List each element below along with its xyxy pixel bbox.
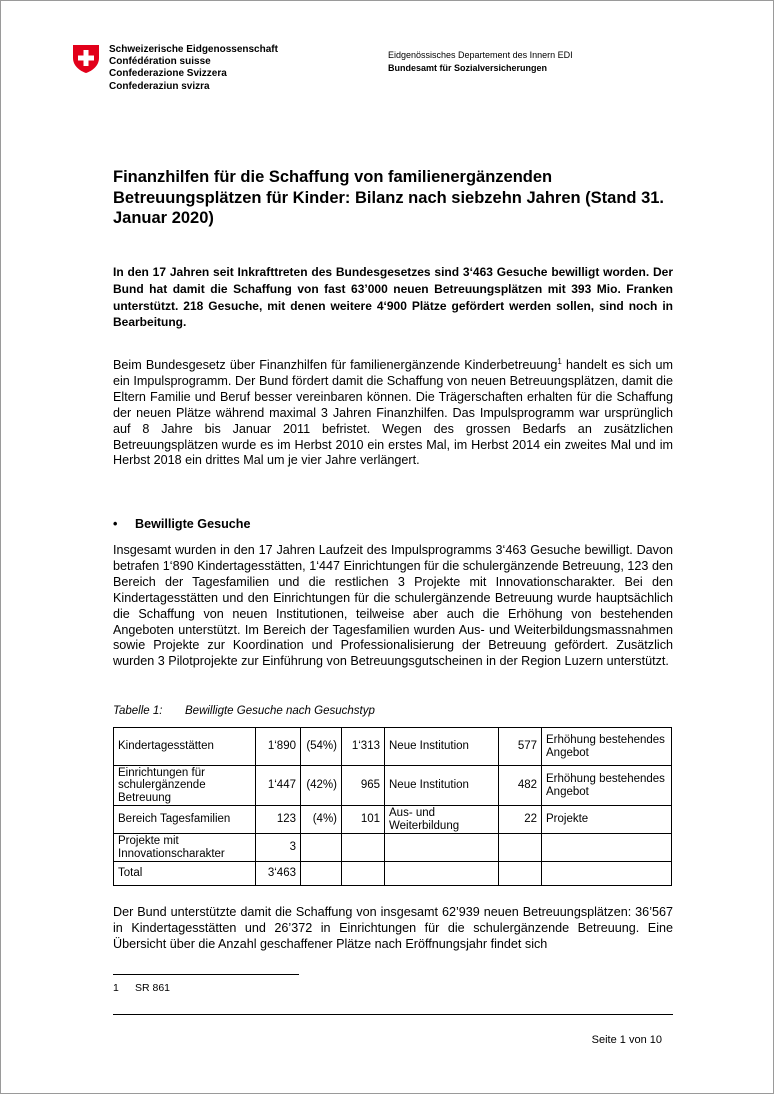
table-caption-number: Tabelle 1: [113, 705, 163, 717]
section-heading [113, 517, 250, 531]
row-label: Total [114, 862, 256, 886]
sub-type-1: Neue Institution [385, 728, 499, 766]
intro-text-start: Beim Bundesgesetz über Finanzhilfen für familienergänzende Kinderbetreuung [113, 358, 558, 372]
row-count: 123 [256, 806, 301, 834]
row-percent [301, 862, 342, 886]
row-percent: (42%) [301, 766, 342, 806]
row-percent [301, 834, 342, 862]
sub-type-1: Aus- und Weiterbildung [385, 806, 499, 834]
table-row [114, 806, 672, 834]
row-label: Projekte mit Innovationscharakter [114, 834, 256, 862]
department-block [388, 49, 573, 74]
sub-type-1 [385, 862, 499, 886]
sub-type-2: Erhöhung bestehendes Angebot [542, 766, 672, 806]
department-name: Eidgenössisches Departement des Innern EDI [388, 50, 573, 60]
bullet-icon: • [113, 517, 118, 531]
sub-count-2: 482 [499, 766, 542, 806]
sub-type-2: Erhöhung bestehendes Angebot [542, 728, 672, 766]
admin-name-rm: Confederaziun svizra [109, 80, 210, 92]
sub-type-2: Projekte [542, 806, 672, 834]
sub-count-1 [342, 862, 385, 886]
admin-name-it: Confederazione Svizzera [109, 68, 227, 80]
sub-type-1 [385, 834, 499, 862]
sub-count-2: 22 [499, 806, 542, 834]
lead-paragraph: In den 17 Jahren seit Inkrafttreten des Bundesgesetzes sind 3‘463 Gesuche bewilligt worden. Der Bund hat damit die Schaffung von fast 63’000 neuen Betreuungsplätzen mit 393 Mio. Franken unterstützt. 218 Gesuche, mit denen weitere 4‘900 Plätze gefördert werden sollen, sind noch in Bearbeitung. [113, 265, 673, 330]
sub-type-2 [542, 834, 672, 862]
sub-type-1: Neue Institution [385, 766, 499, 806]
row-label: Einrichtungen für schulergänzende Betreuung [114, 766, 256, 806]
intro-paragraph [113, 358, 673, 469]
footer-divider [113, 1014, 673, 1015]
footnote-number: 1 [113, 982, 119, 994]
row-count: 3‘463 [256, 862, 301, 886]
sub-count-1 [342, 834, 385, 862]
sub-count-1: 965 [342, 766, 385, 806]
table-row [114, 728, 672, 766]
office-name: Bundesamt für Sozialversicherungen [388, 62, 548, 73]
admin-name-fr: Confédération suisse [109, 56, 211, 68]
row-label: Bereich Tagesfamilien [114, 806, 256, 834]
sub-count-1: 1‘313 [342, 728, 385, 766]
section-heading-text: Bewilligte Gesuche [135, 517, 251, 531]
table-caption [113, 705, 375, 717]
row-label: Kindertagesstätten [114, 728, 256, 766]
page-number: Seite 1 von 10 [591, 1034, 662, 1046]
row-count: 1‘890 [256, 728, 301, 766]
document-title: Finanzhilfen für die Schaffung von familienergänzenden Betreuungsplätzen für Kinder: Bilanz nach siebzehn Jahren (Stand 31. Januar 2020) [113, 168, 665, 227]
row-count: 3 [256, 834, 301, 862]
row-percent: (54%) [301, 728, 342, 766]
administration-names [109, 44, 278, 93]
table-caption-text: Bewilligte Gesuche nach Gesuchstyp [185, 705, 375, 717]
footnote-divider [113, 974, 299, 975]
created-places-paragraph: Der Bund unterstützte damit die Schaffung von insgesamt 62’939 neuen Betreuungsplätzen: 36’567 in Kindertagesstätten und 26’372 in Einrichtungen für die schulergänzende Betreuung. Eine Übersicht über die Anzahl geschaffener Plätze nach Eröffnungsjahr findet sich [113, 905, 673, 951]
admin-name-de: Schweizerische Eidgenossenschaft [109, 44, 278, 55]
requests-table [113, 727, 672, 886]
sub-type-2 [542, 862, 672, 886]
table-row [114, 834, 672, 862]
swiss-coat-of-arms-icon [72, 44, 100, 74]
row-percent: (4%) [301, 806, 342, 834]
table-row [114, 862, 672, 886]
intro-text-end: handelt es sich um ein Impulsprogramm. Der Bund fördert damit die Schaffung von neuen Betreuungsplätzen, damit die Eltern Familie und Beruf besser vereinbaren können. Die Trägerschaften erhalten für die Schaffung der neuen Plätze während maximal 3 Jahren Finanzhilfen. Das Impulsprogramm war ursprünglich auf 8 Jahre bis Januar 2011 befristet. Wegen des grossen Bedarfs an zusätzlichen Betreuungsplätzen wurde es im Herbst 2010 ein erstes Mal, im Herbst 2014 ein zweites Mal und im Herbst 2018 ein drittes Mal um je vier Jahre verlängert. [113, 358, 674, 468]
footnote-text: SR 861 [135, 982, 171, 994]
footnote [113, 982, 170, 994]
table-row [114, 766, 672, 806]
approved-requests-paragraph: Insgesamt wurden in den 17 Jahren Laufzeit des Impulsprogramms 3‘463 Gesuche bewilligt. Davon betrafen 1‘890 Kindertagesstätten, 1‘447 Einrichtungen für die schulergänzende Betreuung, 123 den Bereich der Tagesfamilien und die restlichen 3 Projekte mit Innovationscharakter. Bei den Kindertagesstätten und den Einrichtungen für die schulergänzende Betreuung wurde hauptsächlich die Schaffung von neuen Institutionen, teilweise aber auch die Erhöhung von bestehenden Angeboten unterstützt. Im Bereich der Tagesfamilien wurden Aus- und Weiterbildungsmassnahmen sowie Projekte zur Koordination und Professionalisierung der Betreuung gefördert. Zusätzlich wurden 3 Pilotprojekte zur Einführung von Betreuungsgutscheinen in der Region Luzern unterstützt. [113, 543, 673, 669]
sub-count-2 [499, 862, 542, 886]
sub-count-1: 101 [342, 806, 385, 834]
row-count: 1‘447 [256, 766, 301, 806]
footnote-reference[interactable]: 1 [557, 356, 562, 366]
sub-count-2: 577 [499, 728, 542, 766]
sub-count-2 [499, 834, 542, 862]
